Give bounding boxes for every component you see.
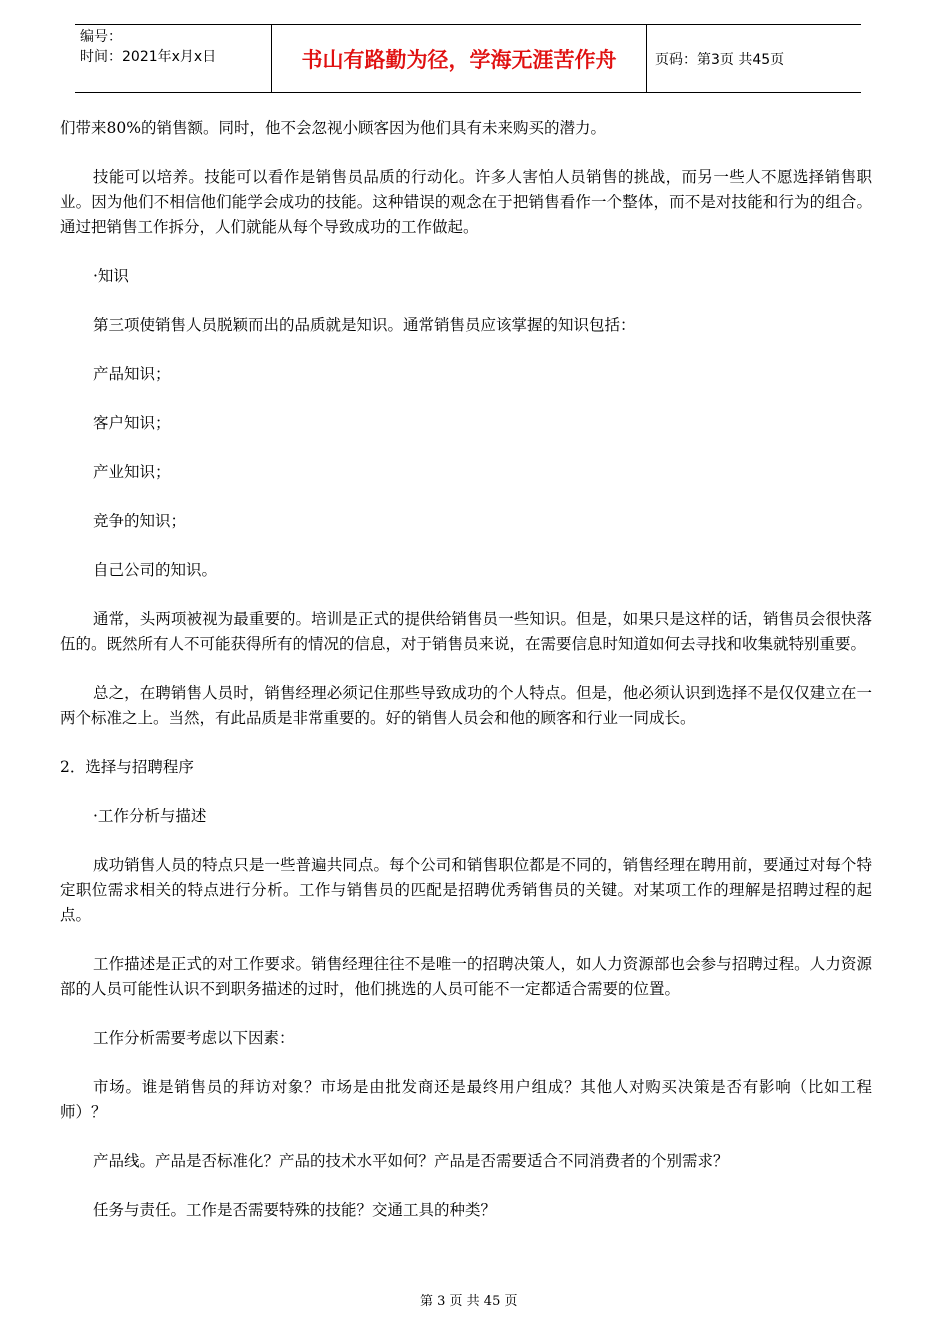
header-motto: 书山有路勤为径，学海无涯苦作舟 xyxy=(272,25,647,92)
paragraph: 工作描述是正式的对工作要求。销售经理往往不是唯一的招聘决策人，如人力资源部也会参与招聘过程。人力资源部的人员可能性认识不到职务描述的过时，他们挑选的人员可能不一定都适合需要的位置。 xyxy=(60,955,872,998)
paragraph: 成功销售人员的特点只是一些普遍共同点。每个公司和销售职位都是不同的，销售经理在聘用前，要通过对每个特定职位需求相关的特点进行分析。工作与销售员的匹配是招聘优秀销售员的关键。对某项工作的理解是招聘过程的起点。 xyxy=(60,856,872,924)
paragraph: 任务与责任。工作是否需要特殊的技能？交通工具的种类？ xyxy=(93,1201,497,1219)
paragraph: 们带来80%的销售额。同时，他不会忽视小顾客因为他们具有未来购买的潜力。 xyxy=(60,119,606,137)
paragraph: 第三项使销售人员脱颖而出的品质就是知识。通常销售员应该掌握的知识包括： xyxy=(93,316,636,334)
header-page-info: 页码：第3页 共45页 xyxy=(655,51,785,68)
header-number-label: 编号： xyxy=(80,29,122,45)
list-item: 客户知识； xyxy=(93,414,171,432)
subsection-heading: ·工作分析与描述 xyxy=(93,807,207,825)
paragraph: 总之，在聘销售人员时，销售经理必须记住那些导致成功的个人特点。但是，他必须认识到选择不是仅仅建立在一两个标准之上。当然，有此品质是非常重要的。好的销售人员会和他的顾客和行业一同成长。 xyxy=(60,684,872,727)
page-header xyxy=(75,24,861,93)
document-body xyxy=(60,116,872,1247)
paragraph: 工作分析需要考虑以下因素： xyxy=(93,1029,295,1047)
list-item: 产品知识； xyxy=(93,365,171,383)
paragraph: 市场。谁是销售员的拜访对象？市场是由批发商还是最终用户组成？其他人对购买决策是否有影响（比如工程师）？ xyxy=(60,1078,872,1121)
header-meta xyxy=(75,25,272,92)
paragraph: 技能可以培养。技能可以看作是销售员品质的行动化。许多人害怕人员销售的挑战，而另一些人不愿选择销售职业。因为他们不相信他们能学会成功的技能。这种错误的观念在于把销售看作一个整体，而不是对技能和行为的组合。通过把销售工作拆分，人们就能从每个导致成功的工作做起。 xyxy=(60,168,872,236)
list-item: 竞争的知识； xyxy=(93,512,187,530)
section-heading: ·知识 xyxy=(93,267,129,285)
paragraph: 通常，头两项被视为最重要的。培训是正式的提供给销售员一些知识。但是，如果只是这样的话，销售员会很快落伍的。既然所有人不可能获得所有的情况的信息，对于销售员来说，在需要信息时知道如何去寻找和收集就特别重要。 xyxy=(60,610,872,653)
list-item: 产业知识； xyxy=(93,463,171,481)
paragraph: 产品线。产品是否标准化？产品的技术水平如何？产品是否需要适合不同消费者的个别需求？ xyxy=(93,1152,729,1170)
list-item: 自己公司的知识。 xyxy=(93,561,218,579)
header-date: 时间：2021年x月x日 xyxy=(80,49,217,65)
section-heading: 2．选择与招聘程序 xyxy=(60,758,194,776)
page-footer: 第 3 页 共 45 页 xyxy=(420,1294,518,1309)
